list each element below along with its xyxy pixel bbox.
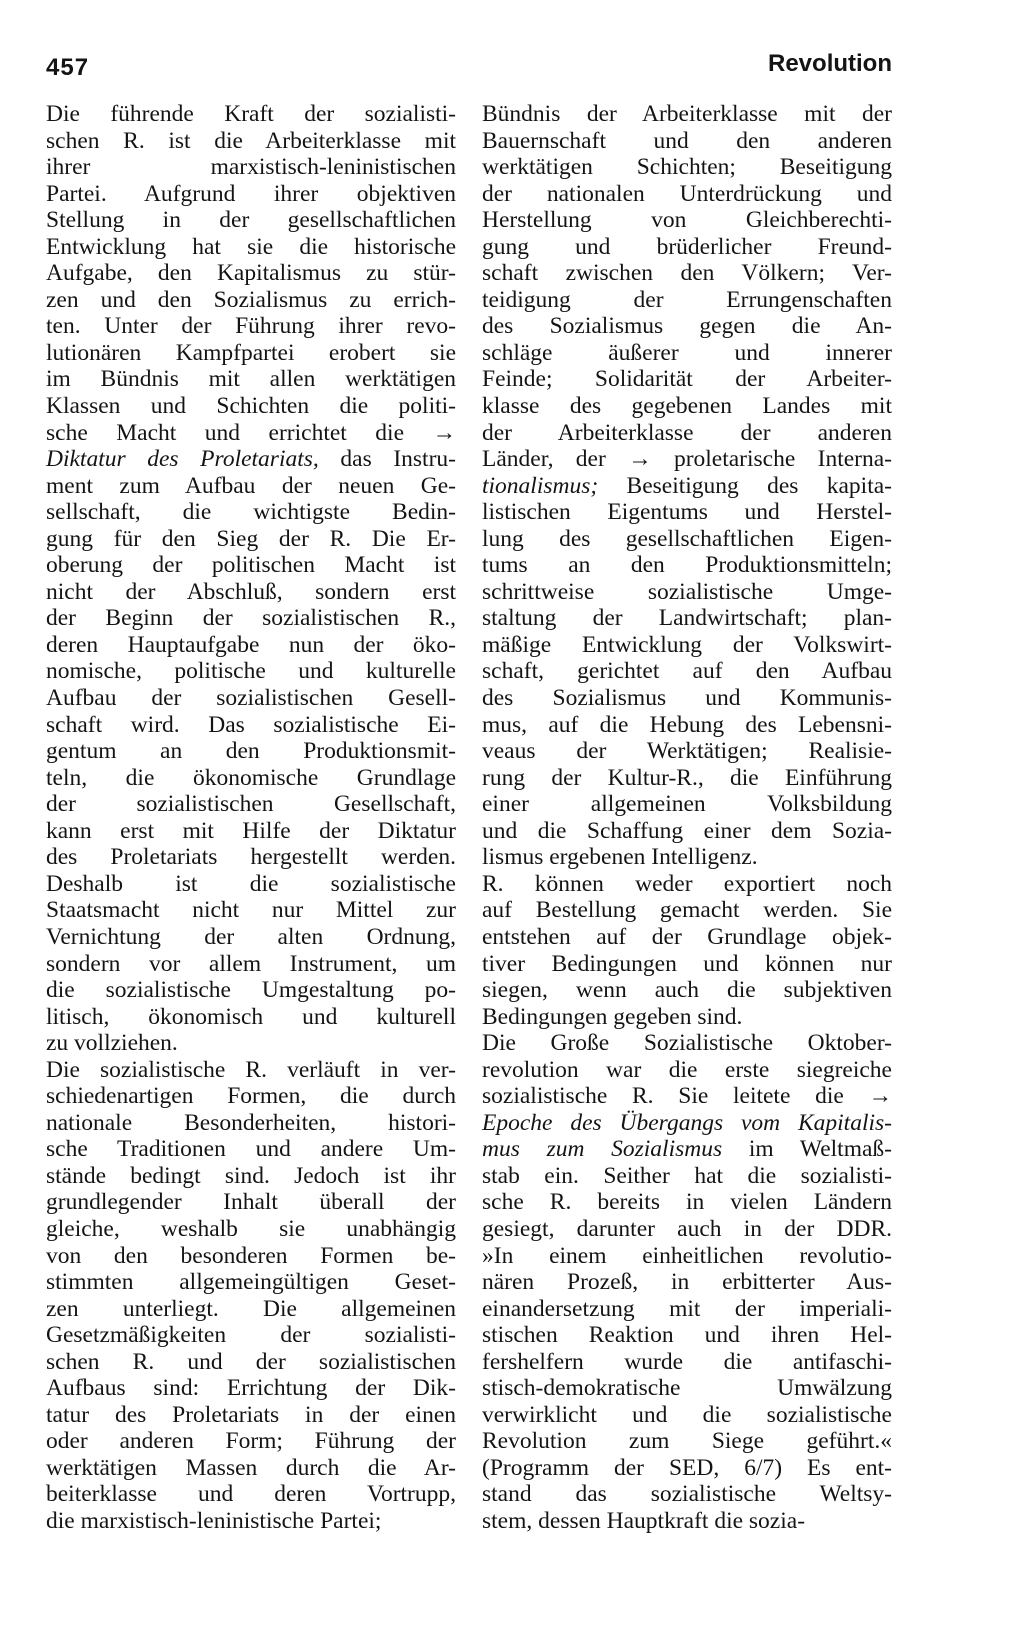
right-column-line: veaus der Werktätigen; Realisie-: [482, 738, 892, 765]
left-column-line: Die sozialistische R. verläuft in ver-: [46, 1056, 456, 1083]
right-column-line: Bauernschaft und den anderen: [482, 127, 892, 154]
left-column-line: der Beginn der sozialistischen R.,: [46, 605, 456, 632]
running-head: Revolution: [768, 50, 892, 77]
left-column-line: teln, die ökonomische Grundlage: [46, 764, 456, 791]
left-column-line: Partei. Aufgrund ihrer objektiven: [46, 180, 456, 207]
right-column-line: revolution war die erste siegreiche: [482, 1056, 892, 1083]
left-column-line: nationale Besonderheiten, histori-: [46, 1109, 456, 1136]
right-column-line: schläge äußerer und innerer: [482, 339, 892, 366]
left-column-line: Diktatur des Proletariats, das Instru-: [46, 446, 456, 473]
left-column-line: oberung der politischen Macht ist: [46, 552, 456, 579]
left-column-line: lutionären Kampfpartei erobert sie: [46, 339, 456, 366]
right-column-line: stand das sozialistische Weltsy-: [482, 1481, 892, 1508]
left-column-line: stimmten allgemeingültigen Geset-: [46, 1269, 456, 1296]
right-column-line: Herstellung von Gleichberechti-: [482, 207, 892, 234]
left-column-line: im Bündnis mit allen werktätigen: [46, 366, 456, 393]
left-column-line: gung für den Sieg der R. Die Er-: [46, 525, 456, 552]
left-column-line: sondern vor allem Instrument, um: [46, 950, 456, 977]
left-column-line: gleiche, weshalb sie unabhängig: [46, 1215, 456, 1242]
left-column-line: Aufbau der sozialistischen Gesell-: [46, 685, 456, 712]
right-column-line: klasse des gegebenen Landes mit: [482, 393, 892, 420]
right-column-line: werktätigen Schichten; Beseitigung: [482, 154, 892, 181]
right-column-line: stem, dessen Hauptkraft die sozia-: [482, 1507, 806, 1534]
right-column-line: stischen Reaktion und ihren Hel-: [482, 1322, 892, 1349]
left-column-line: des Proletariats hergestellt werden.: [46, 844, 456, 871]
right-column-line: der nationalen Unterdrückung und: [482, 180, 892, 207]
right-column-line: lismus ergebenen Intelligenz.: [482, 844, 758, 871]
left-column-line: Vernichtung der alten Ordnung,: [46, 923, 456, 950]
right-column-line: mäßige Entwicklung der Volkswirt-: [482, 631, 892, 658]
right-column-line: verwirklicht und die sozialistische: [482, 1401, 892, 1428]
right-column-line: mus zum Sozialismus im Weltmaß-: [482, 1136, 892, 1163]
left-column-line: grundlegender Inhalt überall der: [46, 1189, 456, 1216]
right-column-line: schrittweise sozialistische Umge-: [482, 578, 892, 605]
left-column-line: litisch, ökonomisch und kulturell: [46, 1003, 456, 1030]
right-column-line: teidigung der Errungenschaften: [482, 286, 892, 313]
left-column-line: schaft wird. Das sozialistische Ei-: [46, 711, 456, 738]
left-column-line: tatur des Proletariats in der einen: [46, 1401, 456, 1428]
right-column-line: tiver Bedingungen und können nur: [482, 950, 892, 977]
right-column-line: Bedingungen gegeben sind.: [482, 1003, 743, 1030]
left-column-line: der sozialistischen Gesellschaft,: [46, 791, 456, 818]
right-column: [482, 101, 892, 1535]
left-column-line: stände bedingt sind. Jedoch ist ihr: [46, 1162, 456, 1189]
right-column-line: gesiegt, darunter auch in der DDR.: [482, 1215, 892, 1242]
left-column-line: oder anderen Form; Führung der: [46, 1428, 456, 1455]
right-column-line: entstehen auf der Grundlage objek-: [482, 923, 892, 950]
right-column-line: mus, auf die Hebung des Lebensni-: [482, 711, 892, 738]
right-column-line: siegen, wenn auch die subjektiven: [482, 977, 892, 1004]
left-column-line: Entwicklung hat sie die historische: [46, 233, 456, 260]
left-column-line: schen R. ist die Arbeiterklasse mit: [46, 127, 456, 154]
left-column-line: Stellung in der gesellschaftlichen: [46, 207, 456, 234]
right-column-line: einandersetzung mit der imperiali-: [482, 1295, 892, 1322]
right-column-line: »In einem einheitlichen revolutio-: [482, 1242, 892, 1269]
left-column-line: schen R. und der sozialistischen: [46, 1348, 456, 1375]
left-column-line: Aufbaus sind: Errichtung der Dik-: [46, 1375, 456, 1402]
left-column-line: kann erst mit Hilfe der Diktatur: [46, 817, 456, 844]
right-column-line: auf Bestellung gemacht werden. Sie: [482, 897, 892, 924]
right-column-line: Revolution zum Siege geführt.«: [482, 1428, 892, 1455]
left-column-line: ten. Unter der Führung ihrer revo-: [46, 313, 456, 340]
left-column-line: nomische, politische und kulturelle: [46, 658, 456, 685]
right-column-line: stab ein. Seither hat die sozialisti-: [482, 1162, 892, 1189]
right-column-line: sozialistische R. Sie leitete die →: [482, 1083, 892, 1110]
right-column-line: nären Prozeß, in erbitterter Aus-: [482, 1269, 892, 1296]
left-column-line: gentum an den Produktionsmit-: [46, 738, 456, 765]
left-column-line: sche Macht und errichtet die →: [46, 419, 456, 446]
right-column-line: fershelfern wurde die antifaschi-: [482, 1348, 892, 1375]
right-column-line: Länder, der → proletarische Interna-: [482, 446, 892, 473]
left-column-line: schiedenartigen Formen, die durch: [46, 1083, 456, 1110]
right-column-line: tionalismus; Beseitigung des kapita-: [482, 472, 892, 499]
left-column-line: Klassen und Schichten die politi-: [46, 393, 456, 420]
left-column-line: zen unterliegt. Die allgemeinen: [46, 1295, 456, 1322]
left-column-line: ment zum Aufbau der neuen Ge-: [46, 472, 456, 499]
right-column-line: schaft zwischen den Völkern; Ver-: [482, 260, 892, 287]
right-column-line: und die Schaffung einer dem Sozia-: [482, 817, 892, 844]
left-column-line: zu vollziehen.: [46, 1030, 178, 1057]
right-column-line: sche R. bereits in vielen Ländern: [482, 1189, 892, 1216]
left-column-line: die marxistisch-leninistische Partei;: [46, 1507, 382, 1534]
right-column-line: Epoche des Übergangs vom Kapitalis-: [482, 1109, 892, 1136]
right-column-line: tums an den Produktionsmitteln;: [482, 552, 892, 579]
right-column-line: des Sozialismus und Kommunis-: [482, 685, 892, 712]
page-number: 457: [46, 54, 90, 81]
left-column-line: Staatsmacht nicht nur Mittel zur: [46, 897, 456, 924]
right-column-line: lung des gesellschaftlichen Eigen-: [482, 525, 892, 552]
right-column-line: Feinde; Solidarität der Arbeiter-: [482, 366, 892, 393]
left-column-line: Deshalb ist die sozialistische: [46, 870, 456, 897]
left-column-line: sche Traditionen und andere Um-: [46, 1136, 456, 1163]
left-column-line: zen und den Sozialismus zu errich-: [46, 286, 456, 313]
right-column-line: des Sozialismus gegen die An-: [482, 313, 892, 340]
left-column-line: die sozialistische Umgestaltung po-: [46, 977, 456, 1004]
left-column-line: Die führende Kraft der sozialisti-: [46, 101, 456, 127]
right-column-line: R. können weder exportiert noch: [482, 870, 892, 897]
left-column-line: beiterklasse und deren Vortrupp,: [46, 1481, 456, 1508]
right-column-line: Die Große Sozialistische Oktober-: [482, 1030, 892, 1057]
left-column: [46, 101, 456, 1535]
right-column-line: gung und brüderlicher Freund-: [482, 233, 892, 260]
right-column-line: schaft, gerichtet auf den Aufbau: [482, 658, 892, 685]
right-column-line: einer allgemeinen Volksbildung: [482, 791, 892, 818]
left-column-line: deren Hauptaufgabe nun der öko-: [46, 631, 456, 658]
left-column-line: Gesetzmäßigkeiten der sozialisti-: [46, 1322, 456, 1349]
left-column-line: werktätigen Massen durch die Ar-: [46, 1454, 456, 1481]
right-column-line: Bündnis der Arbeiterklasse mit der: [482, 101, 892, 127]
left-column-line: ihrer marxistisch-leninistischen: [46, 154, 456, 181]
left-column-line: nicht der Abschluß, sondern erst: [46, 578, 456, 605]
right-column-line: der Arbeiterklasse der anderen: [482, 419, 892, 446]
left-column-line: Aufgabe, den Kapitalismus zu stür-: [46, 260, 456, 287]
right-column-line: listischen Eigentums und Herstel-: [482, 499, 892, 526]
left-column-line: sellschaft, die wichtigste Bedin-: [46, 499, 456, 526]
right-column-line: stisch-demokratische Umwälzung: [482, 1375, 892, 1402]
right-column-line: staltung der Landwirtschaft; plan-: [482, 605, 892, 632]
right-column-line: rung der Kultur-R., die Einführung: [482, 764, 892, 791]
left-column-line: von den besonderen Formen be-: [46, 1242, 456, 1269]
right-column-line: (Programm der SED, 6/7) Es ent-: [482, 1454, 892, 1481]
